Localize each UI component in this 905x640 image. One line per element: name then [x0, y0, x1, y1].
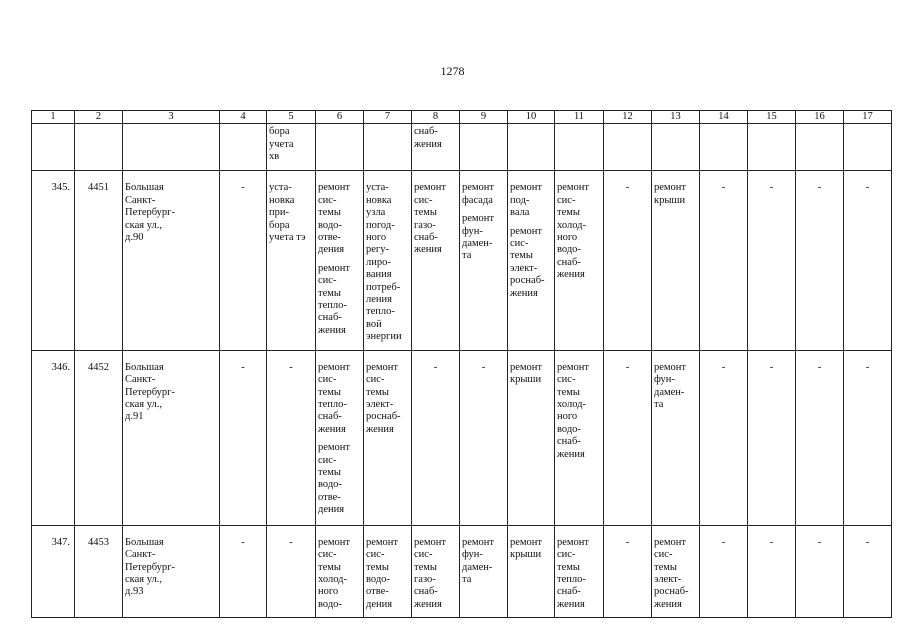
cell-col9	[460, 350, 508, 525]
empty-cell	[364, 124, 412, 171]
work-item: ремонт крыши	[654, 182, 687, 206]
empty-cell	[316, 124, 364, 171]
work-item: ремонт крыши	[510, 361, 543, 386]
cell-col11	[555, 171, 604, 350]
empty-cell	[508, 124, 555, 171]
row-number: 345.	[32, 171, 75, 350]
continuation-cell: снаб- жения	[412, 124, 460, 171]
cell-col13	[652, 525, 700, 617]
col-number: 12	[604, 111, 652, 124]
empty-cell	[75, 124, 123, 171]
cell-col17: -	[844, 350, 892, 525]
work-item: ремонт под- вала	[510, 182, 543, 219]
address-cell: Большая Санкт- Петербург- ская ул., д.90	[123, 171, 220, 350]
work-item: ремонт сис- темы элект- роснаб- жения	[510, 225, 545, 299]
work-item: ремонт сис- темы элект- роснаб- жения	[366, 361, 401, 435]
column-number-row	[32, 111, 892, 124]
work-item: ремонт сис- темы холод- ного водо-	[318, 536, 351, 610]
col-number: 16	[796, 111, 844, 124]
continuation-row	[32, 124, 892, 171]
cell-col15: -	[748, 171, 796, 350]
table-row	[32, 171, 892, 350]
cell-col5: -	[267, 525, 316, 617]
col-number: 4	[220, 111, 267, 124]
empty-cell	[748, 124, 796, 171]
work-item: ремонт фасада	[462, 182, 495, 206]
cell-col14: -	[700, 171, 748, 350]
cell-col14: -	[700, 525, 748, 617]
cell-col4: -	[220, 525, 267, 617]
cell-col15: -	[748, 350, 796, 525]
work-item: ремонт фун- дамен- та	[462, 213, 495, 262]
work-item: ремонт сис- темы тепло- снаб- жения	[318, 262, 351, 336]
col-number: 11	[555, 111, 604, 124]
cell-col6	[316, 350, 364, 525]
work-item: ремонт сис- темы водо- отве- дения	[318, 442, 351, 516]
cell-col8	[412, 171, 460, 350]
work-item: ремонт сис- темы элект- роснаб- жения	[654, 536, 689, 610]
cell-col17: -	[844, 171, 892, 350]
cell-col10	[508, 171, 555, 350]
col-number: 17	[844, 111, 892, 124]
col-number: 5	[267, 111, 316, 124]
cell-col5: уста- новка при- бора учета тэ	[267, 171, 316, 350]
empty-cell	[700, 124, 748, 171]
cell-col7	[364, 350, 412, 525]
work-item: ремонт фун- дамен- та	[654, 361, 687, 410]
table-row	[32, 350, 892, 525]
cell-col9	[460, 525, 508, 617]
col-number: 9	[460, 111, 508, 124]
work-item: -	[433, 361, 438, 373]
work-item: ремонт крыши	[510, 536, 543, 561]
cell-col16: -	[796, 350, 844, 525]
row-number: 347.	[32, 525, 75, 617]
work-item: ремонт сис- темы газо- снаб- жения	[414, 536, 447, 610]
cell-col17: -	[844, 525, 892, 617]
col-number: 10	[508, 111, 555, 124]
cell-col12: -	[604, 525, 652, 617]
empty-cell	[652, 124, 700, 171]
col-number: 2	[75, 111, 123, 124]
work-item: ремонт сис- темы водо- отве- дения	[318, 182, 351, 256]
col-number: 3	[123, 111, 220, 124]
row-code: 4452	[75, 350, 123, 525]
empty-cell	[604, 124, 652, 171]
cell-col5: -	[267, 350, 316, 525]
work-item: ремонт сис- темы тепло- снаб- жения	[318, 361, 351, 435]
cell-col7	[364, 171, 412, 350]
cell-col7	[364, 525, 412, 617]
work-item: ремонт сис- темы газо- снаб- жения	[414, 182, 447, 256]
empty-cell	[123, 124, 220, 171]
cell-col10	[508, 350, 555, 525]
cell-col11	[555, 525, 604, 617]
cell-col15: -	[748, 525, 796, 617]
cell-col8	[412, 350, 460, 525]
cell-col10	[508, 525, 555, 617]
col-number: 13	[652, 111, 700, 124]
row-code: 4453	[75, 525, 123, 617]
repair-schedule-table	[31, 110, 892, 618]
row-code: 4451	[75, 171, 123, 350]
table-row	[32, 525, 892, 617]
col-number: 7	[364, 111, 412, 124]
cell-col16: -	[796, 171, 844, 350]
empty-cell	[220, 124, 267, 171]
col-number: 1	[32, 111, 75, 124]
cell-col4: -	[220, 171, 267, 350]
empty-cell	[460, 124, 508, 171]
empty-cell	[32, 124, 75, 171]
cell-col13	[652, 171, 700, 350]
empty-cell	[555, 124, 604, 171]
work-item: ремонт сис- темы тепло- снаб- жения	[557, 536, 590, 610]
cell-col6	[316, 525, 364, 617]
work-item: уста- новка узла погод- ного регу- лиро- вания потреб- ления тепло- вой энергии	[366, 182, 402, 343]
address-cell: Большая Санкт- Петербург- ская ул., д.93	[123, 525, 220, 617]
cell-col16: -	[796, 525, 844, 617]
continuation-cell: бора учета хв	[267, 124, 316, 171]
work-item: -	[481, 361, 486, 373]
empty-cell	[796, 124, 844, 171]
cell-col14: -	[700, 350, 748, 525]
col-number: 8	[412, 111, 460, 124]
cell-col8	[412, 525, 460, 617]
cell-col12: -	[604, 350, 652, 525]
work-item: ремонт сис- темы водо- отве- дения	[366, 536, 399, 610]
work-item: ремонт сис- темы холод- ного водо- снаб- жения	[557, 182, 590, 281]
cell-col4: -	[220, 350, 267, 525]
empty-cell	[844, 124, 892, 171]
cell-col6	[316, 171, 364, 350]
col-number: 15	[748, 111, 796, 124]
address-cell: Большая Санкт- Петербург- ская ул., д.91	[123, 350, 220, 525]
cell-col13	[652, 350, 700, 525]
cell-col9	[460, 171, 508, 350]
work-item: ремонт фун- дамен- та	[462, 536, 495, 585]
work-item: ремонт сис- темы холод- ного водо- снаб- жения	[557, 361, 590, 460]
page-number: 1278	[440, 64, 465, 78]
col-number: 14	[700, 111, 748, 124]
col-number: 6	[316, 111, 364, 124]
cell-col11	[555, 350, 604, 525]
row-number: 346.	[32, 350, 75, 525]
cell-col12: -	[604, 171, 652, 350]
